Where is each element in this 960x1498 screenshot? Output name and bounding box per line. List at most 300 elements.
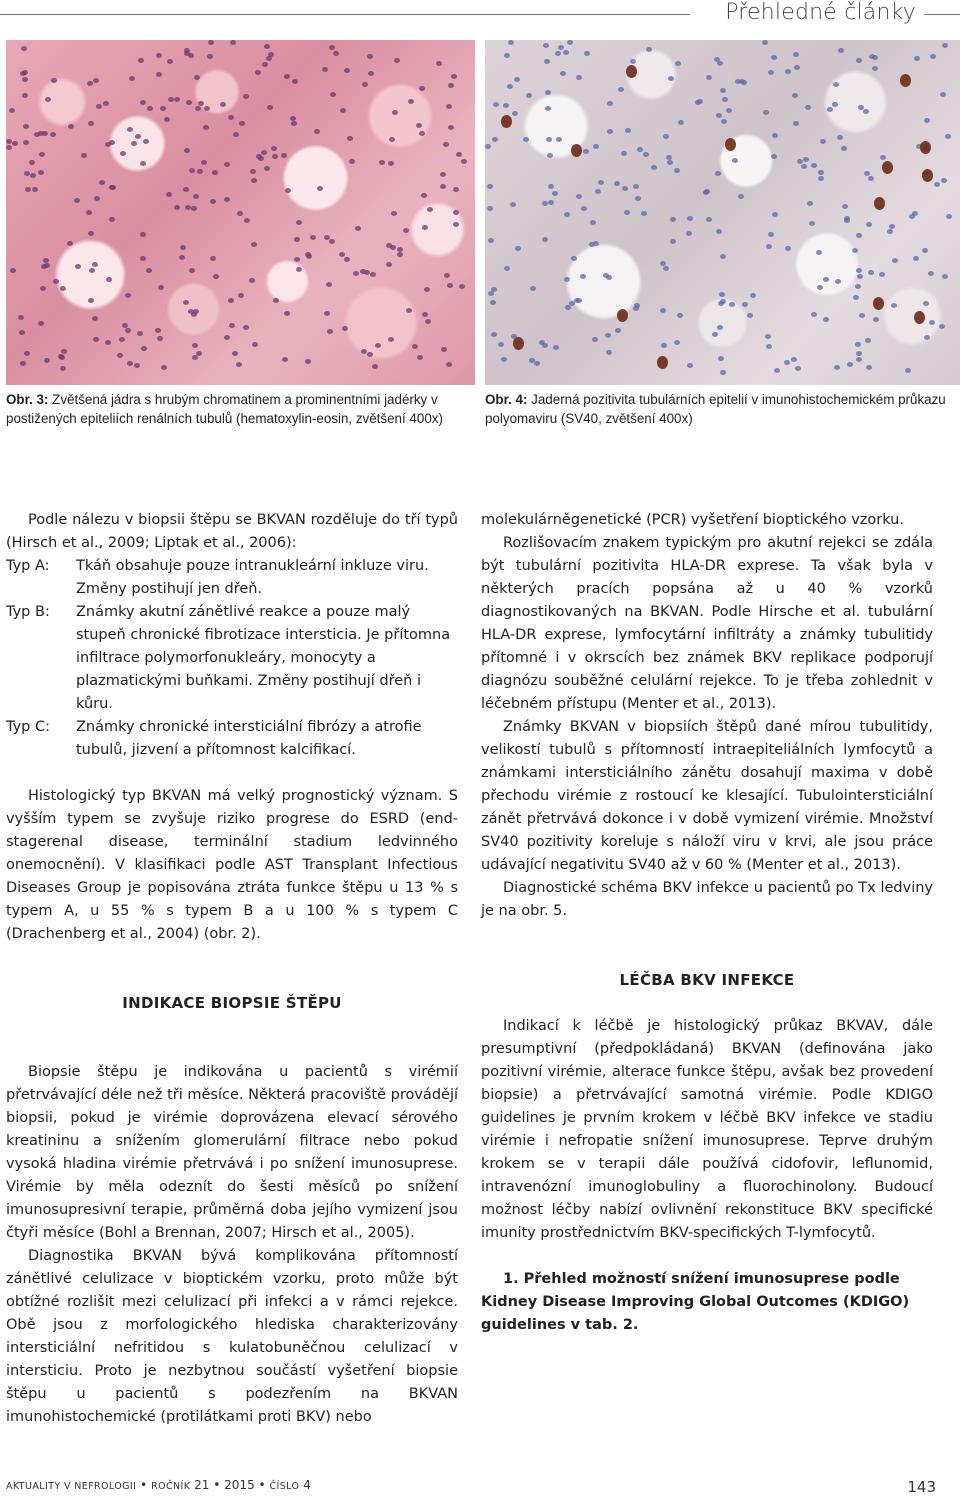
cell-nucleus <box>643 152 649 157</box>
cell-nucleus <box>20 71 26 76</box>
cell-nucleus <box>498 342 504 347</box>
cell-nucleus <box>513 337 524 350</box>
cell-nucleus <box>880 155 886 160</box>
cell-nucleus <box>882 161 893 174</box>
footer-cislo-number: 4 <box>303 1478 311 1492</box>
typ-c-label: Typ C: <box>6 719 51 735</box>
footer-cislo-label: ČÍSLO <box>269 1481 300 1492</box>
cell-nucleus <box>784 360 790 365</box>
cell-nucleus <box>547 153 553 158</box>
cell-nucleus <box>179 255 185 260</box>
cell-nucleus <box>207 54 213 59</box>
cell-nucleus <box>291 121 297 126</box>
cell-nucleus <box>678 120 684 125</box>
cell-nucleus <box>774 368 780 373</box>
cell-nucleus <box>120 151 126 156</box>
figure-4-caption-text: Jaderná pozitivita tubulárních epitelií v imunohistochemickém průkazu polyomaviru (SV40, zvětšení 400x) <box>485 392 946 426</box>
cell-nucleus <box>224 335 230 340</box>
footer-separator: • <box>140 1478 148 1492</box>
cell-nucleus <box>630 59 636 64</box>
cell-nucleus <box>228 115 234 120</box>
cell-nucleus <box>329 45 335 50</box>
cell-nucleus <box>30 173 36 178</box>
cell-nucleus <box>92 316 98 321</box>
cell-nucleus <box>138 58 144 63</box>
cell-nucleus <box>793 52 799 57</box>
cell-nucleus <box>140 161 146 166</box>
cell-nucleus <box>272 154 278 159</box>
cell-nucleus <box>523 137 529 142</box>
paragraph-intro: Podle nálezu v biopsii štěpu se BKVAN rozděluje do tří typů (Hirsch et al., 2009; Liptak et al., 2006): <box>6 512 458 551</box>
cell-nucleus <box>607 129 613 134</box>
cell-nucleus <box>224 197 230 202</box>
cell-nucleus <box>940 92 946 97</box>
cell-nucleus <box>264 44 270 49</box>
cell-nucleus <box>856 58 862 63</box>
figure-3-histology-image <box>6 40 475 385</box>
figure-4-caption <box>485 390 960 428</box>
cell-nucleus <box>186 100 192 105</box>
cell-nucleus <box>193 309 199 314</box>
cell-nucleus <box>157 336 163 341</box>
cell-nucleus <box>296 220 302 225</box>
cell-nucleus <box>844 218 850 223</box>
cell-nucleus <box>106 277 112 282</box>
cell-nucleus <box>93 78 99 83</box>
cell-nucleus <box>874 197 885 210</box>
cell-nucleus <box>135 134 141 139</box>
cell-nucleus <box>811 163 817 168</box>
cell-nucleus <box>109 185 115 190</box>
cell-nucleus <box>721 119 727 124</box>
cell-nucleus <box>939 324 945 329</box>
figure-3-caption <box>6 390 476 428</box>
cell-nucleus <box>213 274 219 279</box>
cell-nucleus <box>417 355 423 360</box>
cell-nucleus <box>21 46 27 51</box>
cell-nucleus <box>326 282 332 287</box>
cell-nucleus <box>530 286 536 291</box>
cell-nucleus <box>379 160 385 165</box>
cell-nucleus <box>146 268 152 273</box>
cell-nucleus <box>584 51 590 56</box>
cell-nucleus <box>23 140 29 145</box>
cell-nucleus <box>686 231 692 236</box>
cell-nucleus <box>256 154 262 159</box>
cell-nucleus <box>866 222 872 227</box>
cell-nucleus <box>803 157 809 162</box>
cell-nucleus <box>488 238 494 243</box>
cell-nucleus <box>368 71 374 76</box>
cell-nucleus <box>294 237 300 242</box>
cell-nucleus <box>856 357 862 362</box>
cell-nucleus <box>444 273 450 278</box>
cell-nucleus <box>92 262 98 267</box>
cell-nucleus <box>266 56 272 61</box>
cell-nucleus <box>386 262 392 267</box>
cell-nucleus <box>45 97 51 102</box>
cell-nucleus <box>189 268 195 273</box>
cell-nucleus <box>160 106 166 111</box>
cell-nucleus <box>558 45 564 50</box>
cell-nucleus <box>60 366 66 371</box>
cell-nucleus <box>20 361 26 366</box>
cell-nucleus <box>342 326 348 331</box>
cell-nucleus <box>425 319 431 324</box>
cell-nucleus <box>340 108 346 113</box>
cell-nucleus <box>720 370 726 375</box>
cell-nucleus <box>842 204 848 209</box>
cell-nucleus <box>324 311 330 316</box>
cell-nucleus <box>855 284 861 289</box>
cell-nucleus <box>386 243 392 248</box>
cell-nucleus <box>624 210 630 215</box>
cell-nucleus <box>663 134 669 139</box>
cell-nucleus <box>493 102 499 107</box>
cell-nucleus <box>294 257 300 262</box>
cell-nucleus <box>765 334 771 339</box>
cell-nucleus <box>670 239 676 244</box>
cell-nucleus <box>823 317 829 322</box>
heading-indikace-biopsie: INDIKACE BIOPSIE ŠTĚPU <box>122 994 342 1012</box>
cell-nucleus <box>192 355 198 360</box>
cell-nucleus <box>593 144 599 149</box>
cell-nucleus <box>718 356 724 361</box>
cell-nucleus <box>542 237 548 242</box>
cell-nucleus <box>24 351 30 356</box>
cell-nucleus <box>720 88 726 93</box>
cell-nucleus <box>889 224 895 229</box>
cell-nucleus <box>853 295 859 300</box>
cell-nucleus <box>183 187 189 192</box>
cell-nucleus <box>388 161 394 166</box>
cell-nucleus <box>140 232 146 237</box>
cell-nucleus <box>441 347 447 352</box>
cell-nucleus <box>548 184 554 189</box>
cell-nucleus <box>292 79 298 84</box>
cell-nucleus <box>447 283 453 288</box>
paragraph-znamky: Známky BKVAN v biopsiích štěpů dané mírou tubulitidy, velikostí tubulů s přítomností intraepiteliálních lymfocytů a známkami intersticiálního zánětu dosahují maxima v době přechodu virémie z rostoucí ke klesající. Tubulointersticiální zánět přetrvává dokonce i v době vymizení virémie. Množství SV40 pozitivity koreluje s náloží viru v krvi, ale jsou práce udávající negativitu SV40 až v 60 % (Menter et al., 2013). <box>481 719 933 873</box>
cell-nucleus <box>161 365 167 370</box>
cell-nucleus <box>281 153 287 158</box>
cell-nucleus <box>766 244 772 249</box>
cell-nucleus <box>548 200 554 205</box>
cell-nucleus <box>403 228 409 233</box>
cell-nucleus <box>739 79 745 84</box>
cell-nucleus <box>720 254 726 259</box>
cell-nucleus <box>228 298 234 303</box>
cell-nucleus <box>576 194 582 199</box>
cell-nucleus <box>581 206 587 211</box>
cell-nucleus <box>771 55 777 60</box>
cell-nucleus <box>794 65 800 70</box>
cell-nucleus <box>714 57 720 62</box>
cell-nucleus <box>726 108 732 113</box>
cell-nucleus <box>835 279 841 284</box>
cell-nucleus <box>453 222 459 227</box>
cell-nucleus <box>156 53 162 58</box>
typ-c-text: Známky chronické intersticiální fibrózy a atrofie tubulů, jizvení a přítomnost kalcifikací. <box>76 719 422 758</box>
cell-nucleus <box>763 110 769 115</box>
cell-nucleus <box>155 328 161 333</box>
cell-nucleus <box>487 206 493 211</box>
cell-nucleus <box>934 182 940 187</box>
cell-nucleus <box>833 82 839 87</box>
cell-nucleus <box>574 298 580 303</box>
cell-nucleus <box>250 169 256 174</box>
cell-nucleus <box>451 74 457 79</box>
cell-nucleus <box>622 186 628 191</box>
cell-nucleus <box>419 86 425 91</box>
paragraph-continuation: molekulárněgenetické (PCR) vyšetření bioptického vzorku. <box>481 512 904 528</box>
cell-nucleus <box>349 159 355 164</box>
figure-3-label: Obr. 3: <box>6 392 49 407</box>
cell-nucleus <box>555 51 561 56</box>
cell-nucleus <box>706 75 712 80</box>
footer-journal-name: AKTUALITY V NEFROLOGII <box>6 1481 137 1492</box>
cell-nucleus <box>946 214 952 219</box>
cell-nucleus <box>515 246 521 251</box>
cell-nucleus <box>353 271 359 276</box>
footer-separator: • <box>258 1478 266 1492</box>
paragraph-diagnostics: Diagnostika BKVAN bývá komplikována přítomností zánětlivé celulizace v bioptickém vzorku, proto může být obtížné rozlišit mezi celulizací při infekci a v rámci rejekce. Obě jsou z morfologického hlediska charakterizovány intersticiální nefritidou s kulatobuněčnou celulizací v intersticiu. Proto je nezbytnou součástí vyšetření biopsie štěpu u pacientů s podezřením na BKVAN imunohistochemické (protilátkami proti BKV) nebo <box>6 1248 458 1425</box>
cell-nucleus <box>606 350 612 355</box>
section-title: Přehledné články <box>725 0 916 25</box>
cell-nucleus <box>941 178 947 183</box>
cell-nucleus <box>255 70 261 75</box>
cell-nucleus <box>872 55 878 60</box>
cell-nucleus <box>491 332 497 337</box>
cell-nucleus <box>285 188 291 193</box>
cell-nucleus <box>510 202 516 207</box>
cell-nucleus <box>6 139 12 144</box>
cell-nucleus <box>38 321 44 326</box>
footer-rocnik-number: 21 <box>194 1478 210 1492</box>
cell-nucleus <box>81 153 87 158</box>
cell-nucleus <box>249 278 255 283</box>
cell-nucleus <box>236 362 242 367</box>
cell-nucleus <box>865 338 871 343</box>
typ-c-item <box>6 716 458 762</box>
cell-nucleus <box>86 210 92 215</box>
cell-nucleus <box>742 302 748 307</box>
cell-nucleus <box>367 54 373 59</box>
figure-4-label: Obr. 4: <box>485 392 528 407</box>
cell-nucleus <box>24 171 30 176</box>
cell-nucleus <box>220 102 226 107</box>
cell-nucleus <box>317 186 323 191</box>
cell-nucleus <box>637 147 643 152</box>
cell-nucleus <box>251 178 257 183</box>
cell-nucleus <box>914 56 920 61</box>
cell-nucleus <box>863 109 869 114</box>
cell-nucleus <box>634 303 640 308</box>
cell-nucleus <box>238 293 244 298</box>
cell-nucleus <box>905 368 911 373</box>
cell-nucleus <box>184 148 190 153</box>
cell-nucleus <box>626 65 637 78</box>
cell-nucleus <box>370 272 376 277</box>
cell-nucleus <box>367 352 373 357</box>
cell-nucleus <box>928 271 934 276</box>
cell-nucleus <box>406 308 412 313</box>
cell-nucleus <box>838 48 844 53</box>
cell-nucleus <box>362 82 368 87</box>
cell-nucleus <box>827 107 833 112</box>
cell-nucleus <box>94 196 100 201</box>
cell-nucleus <box>117 353 123 358</box>
cell-nucleus <box>592 337 598 342</box>
cell-nucleus <box>88 231 94 236</box>
cell-nucleus <box>857 274 863 279</box>
cell-nucleus <box>105 340 111 345</box>
cell-nucleus <box>44 358 50 363</box>
cell-nucleus <box>322 67 328 72</box>
cell-nucleus <box>305 252 311 257</box>
cell-nucleus <box>605 333 611 338</box>
cell-nucleus <box>446 104 452 109</box>
cell-nucleus <box>501 357 507 362</box>
typ-b-text: Známky akutní zánětlivé reakce a pouze malý stupeň chronické fibrotizace intersticia. Je přítomna infiltrace polymorfonukleáry, monocyty a plazmatickými buňkami. Změny postihují dřeň i kůru. <box>76 604 451 712</box>
cell-nucleus <box>324 235 330 240</box>
cell-nucleus <box>873 297 884 310</box>
cell-nucleus <box>807 201 813 206</box>
cell-nucleus <box>39 152 45 157</box>
cell-nucleus <box>766 344 772 349</box>
cell-nucleus <box>504 266 510 271</box>
cell-nucleus <box>261 150 267 155</box>
cell-nucleus <box>109 140 115 145</box>
cell-nucleus <box>224 162 230 167</box>
cell-nucleus <box>88 121 94 126</box>
cell-nucleus <box>453 187 459 192</box>
cell-nucleus <box>184 51 190 56</box>
cell-nucleus <box>397 252 403 257</box>
cell-nucleus <box>847 362 853 367</box>
paragraph-kdigo-reference: 1. Přehled možností snížení imunosuprese podle Kidney Disease Improving Global Outcomes (KDIGO) guidelines v tab. 2. <box>481 1271 910 1333</box>
cell-nucleus <box>892 258 898 263</box>
cell-nucleus <box>140 100 146 105</box>
cell-nucleus <box>716 113 722 118</box>
cell-nucleus <box>879 272 885 277</box>
cell-nucleus <box>923 301 929 306</box>
cell-nucleus <box>873 317 879 322</box>
cell-nucleus <box>855 342 861 347</box>
cell-nucleus <box>945 134 951 139</box>
cell-nucleus <box>232 351 238 356</box>
cell-nucleus <box>942 274 948 279</box>
cell-nucleus <box>668 76 674 81</box>
cell-nucleus <box>942 43 948 48</box>
cell-nucleus <box>641 211 647 216</box>
cell-nucleus <box>391 211 397 216</box>
cell-nucleus <box>675 61 681 66</box>
cell-nucleus <box>545 90 551 95</box>
cell-nucleus <box>25 187 31 192</box>
cell-nucleus <box>492 137 498 142</box>
cell-nucleus <box>239 121 245 126</box>
cell-nucleus <box>89 268 95 273</box>
footer-separator: • <box>213 1478 221 1492</box>
paragraph-schema: Diagnostické schéma BKV infekce u pacientů po Tx ledviny je na obr. 5. <box>481 880 933 919</box>
cell-nucleus <box>129 76 135 81</box>
cell-nucleus <box>801 164 807 169</box>
cell-nucleus <box>667 160 673 165</box>
cell-nucleus <box>526 93 532 98</box>
cell-nucleus <box>252 342 258 347</box>
cell-nucleus <box>273 298 279 303</box>
cell-nucleus <box>580 274 586 279</box>
cell-nucleus <box>408 99 414 104</box>
cell-nucleus <box>392 110 398 115</box>
cell-nucleus <box>913 256 919 261</box>
cell-nucleus <box>443 142 449 147</box>
typ-a-text: Tkáň obsahuje pouze intranukleární inkluze viru. Změny postihují jen dřeň. <box>76 558 429 597</box>
cell-nucleus <box>164 117 170 122</box>
cell-nucleus <box>127 361 133 366</box>
cell-nucleus <box>791 357 797 362</box>
cell-nucleus <box>507 84 513 89</box>
cell-nucleus <box>419 131 425 136</box>
cell-nucleus <box>929 320 935 325</box>
figure-4-immunohistochemistry-image <box>485 40 960 385</box>
cell-nucleus <box>834 365 840 370</box>
cell-nucleus <box>534 361 540 366</box>
cell-nucleus <box>192 343 198 348</box>
cell-nucleus <box>501 115 512 128</box>
cell-nucleus <box>785 246 791 251</box>
cell-nucleus <box>93 337 99 342</box>
cell-nucleus <box>772 212 778 217</box>
cell-nucleus <box>560 71 566 76</box>
cell-nucleus <box>167 59 173 64</box>
cell-nucleus <box>718 301 724 306</box>
cell-nucleus <box>832 102 838 107</box>
cell-nucleus <box>859 313 865 318</box>
right-column <box>481 509 933 1337</box>
cell-nucleus <box>203 125 209 130</box>
cell-nucleus <box>440 184 446 189</box>
cell-nucleus <box>143 139 149 144</box>
cell-nucleus <box>243 325 249 330</box>
cell-nucleus <box>389 137 395 142</box>
cell-nucleus <box>514 77 520 82</box>
cell-nucleus <box>23 124 29 129</box>
cell-nucleus <box>539 340 545 345</box>
cell-nucleus <box>32 187 38 192</box>
cell-nucleus <box>868 270 874 275</box>
paragraph-indikaci: Indikací k léčbě je histologický průkaz BKVAV, dále presumptivní (předpokládaná) BKVAN (definována jako pozitivní virémie, alterace funkce štěpu, avšak bez provedení biopsie) a přetrvávající samotná virémie. Podle KDIGO guidelines je prvním krokem v léčbě BKV infekce ve stadiu virémie i nefropatie snížení imunosuprese. Teprve druhým krokem se v terapii dále používá cidofovir, leflunomid, intravenózní imunoglobuliny a fluorochinolony. Budoucí možnost léčby nabízí ovlivnění rekonstituce BKV specifické imunity prostřednictvím BKV-specifických T-lymfocytů. <box>481 1018 933 1241</box>
cell-nucleus <box>583 149 589 154</box>
cell-nucleus <box>284 311 290 316</box>
cell-nucleus <box>244 218 250 223</box>
cell-nucleus <box>598 180 604 185</box>
cell-nucleus <box>453 210 459 215</box>
cell-nucleus <box>503 103 509 108</box>
cell-nucleus <box>427 207 433 212</box>
cell-nucleus <box>87 81 93 86</box>
cell-nucleus <box>305 359 311 364</box>
cell-nucleus <box>563 50 569 55</box>
cell-nucleus <box>459 284 465 289</box>
cell-nucleus <box>436 61 442 66</box>
typ-a-item <box>6 555 458 601</box>
cell-nucleus <box>364 270 370 275</box>
cell-nucleus <box>388 337 394 342</box>
cell-nucleus <box>448 125 454 130</box>
cell-nucleus <box>487 184 493 189</box>
cell-nucleus <box>29 160 35 165</box>
